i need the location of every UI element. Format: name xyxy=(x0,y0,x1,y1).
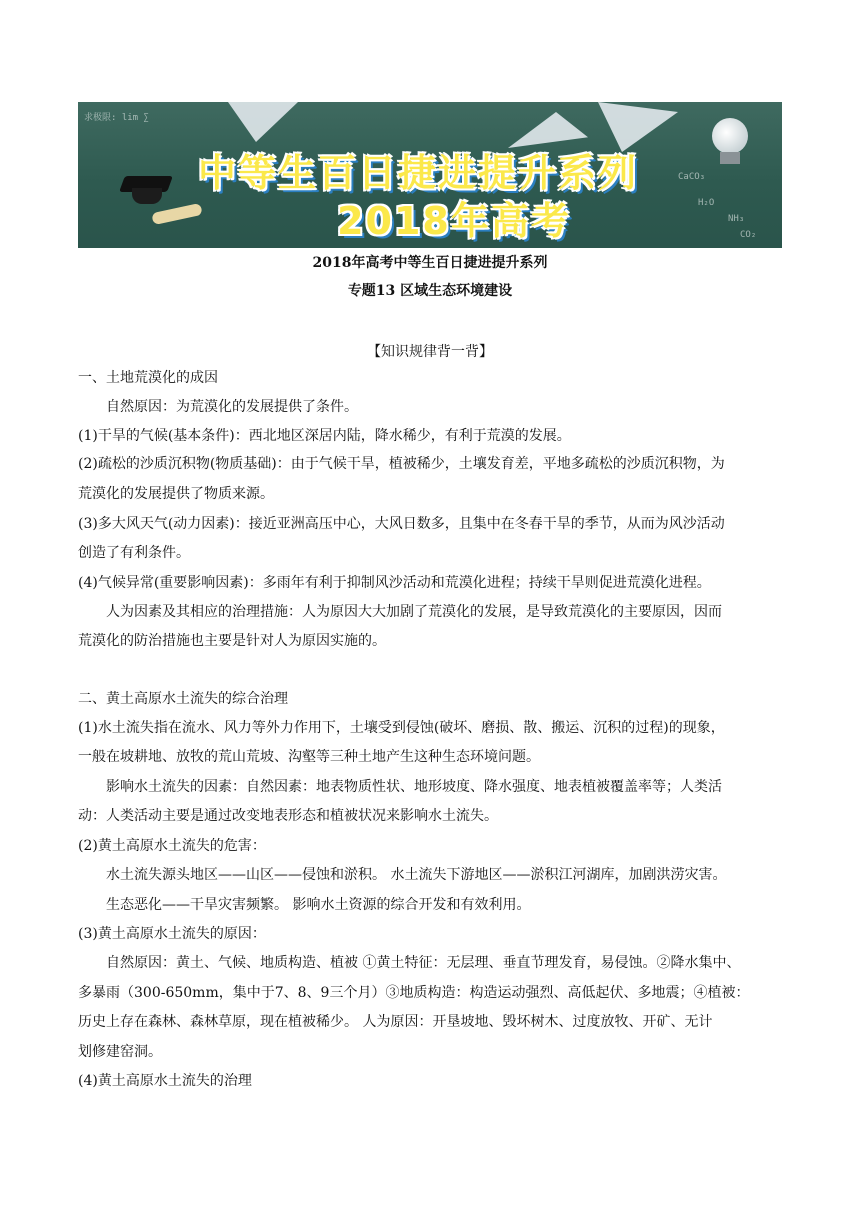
paragraph-line: 创造了有利条件。 xyxy=(78,545,190,561)
paragraph-line: 一般在坡耕地、放牧的荒山荒坡、沟壑等三种土地产生这种生态环境问题。 xyxy=(78,749,540,765)
paragraph-line: 划修建窑洞。 xyxy=(78,1044,162,1060)
section-heading: 二、黄土高原水土流失的综合治理 xyxy=(78,691,288,707)
section-heading: 一、土地荒漠化的成因 xyxy=(78,370,218,386)
paragraph-line: 水土流失源头地区——山区——侵蚀和淤积。 水土流失下游地区——淤积江河湖库，加剧洪涝灾害。 xyxy=(106,867,727,883)
paragraph-line: 影响水土流失的因素：自然因素：地表物质性状、地形坡度、降水强度、地表植被覆盖率等；人类活 xyxy=(106,779,722,795)
paragraph-line: (2)疏松的沙质沉积物(物质基础)：由于气候干旱，植被稀少，土壤发育差，平地多疏松的沙质沉积物，为 xyxy=(78,456,725,472)
banner-scribble: NH₃ xyxy=(728,214,745,224)
paragraph-line: 人为因素及其相应的治理措施：人为原因大大加剧了荒漠化的发展，是导致荒漠化的主要原因，因而 xyxy=(106,604,722,620)
banner-scribble: 求极限: lim ∑ xyxy=(84,113,149,123)
paragraph-line: (1)干旱的气候(基本条件)：西北地区深居内陆，降水稀少，有利于荒漠的发展。 xyxy=(78,428,571,444)
paragraph-line: 荒漠化的防治措施也主要是针对人为原因实施的。 xyxy=(78,633,386,649)
paragraph-line: 自然原因：黄土、气候、地质构造、植被 ①黄土特征：无层理、垂直节理发育，易侵蚀。②降水集中、 xyxy=(106,955,741,971)
paragraph-line: 荒漠化的发展提供了物质来源。 xyxy=(78,486,274,502)
section-label: 【知识规律背一背】 xyxy=(367,344,493,360)
series-title: 2018年高考中等生百日捷进提升系列 xyxy=(312,255,548,271)
paragraph-line: (3)黄土高原水土流失的原因： xyxy=(78,926,266,942)
banner-title-line1: 中等生百日捷进提升系列 xyxy=(197,151,638,195)
paragraph-line: 多暴雨（300-650mm，集中于7、8、9三个月）③地质构造：构造运动强烈、高低起伏、多地震；④植被： xyxy=(78,985,750,1001)
paragraph-line: 历史上存在森林、森林草原，现在植被稀少。 人为原因：开垦坡地、毁坏树木、过度放牧、开矿、无计 xyxy=(78,1014,713,1030)
topic-title: 专题13 区域生态环境建设 xyxy=(347,283,513,299)
paper-plane-shape xyxy=(228,102,298,142)
paragraph-line: (2)黄土高原水土流失的危害： xyxy=(78,838,266,854)
paragraph-line: (4)气候异常(重要影响因素)：多雨年有利于抑制风沙活动和荒漠化进程；持续干旱则促进荒漠化进程。 xyxy=(78,575,711,591)
paragraph-line: 生态恶化——干旱灾害频繁。 影响水土资源的综合开发和有效利用。 xyxy=(106,897,531,913)
banner-scribble: CaCO₃ xyxy=(678,172,706,182)
paragraph-line: (3)多大风天气(动力因素)：接近亚洲高压中心，大风日数多，且集中在冬春干旱的季节，从而为风沙活动 xyxy=(78,516,725,532)
header-banner xyxy=(78,102,782,248)
banner-scribble: H₂O xyxy=(698,198,715,208)
banner-title-line2: 2018年高考 xyxy=(337,199,571,243)
paragraph-line: 动：人类活动主要是通过改变地表形态和植被状况来影响水土流失。 xyxy=(78,808,498,824)
paragraph-line: (4)黄土高原水土流失的治理 xyxy=(78,1073,252,1089)
paragraph-line: 自然原因：为荒漠化的发展提供了条件。 xyxy=(106,399,358,415)
paragraph-line: (1)水土流失指在流水、风力等外力作用下，土壤受到侵蚀(破坏、磨损、散、搬运、沉积的过程)的现象， xyxy=(78,720,725,736)
banner-scribble: CO₂ xyxy=(740,230,757,240)
